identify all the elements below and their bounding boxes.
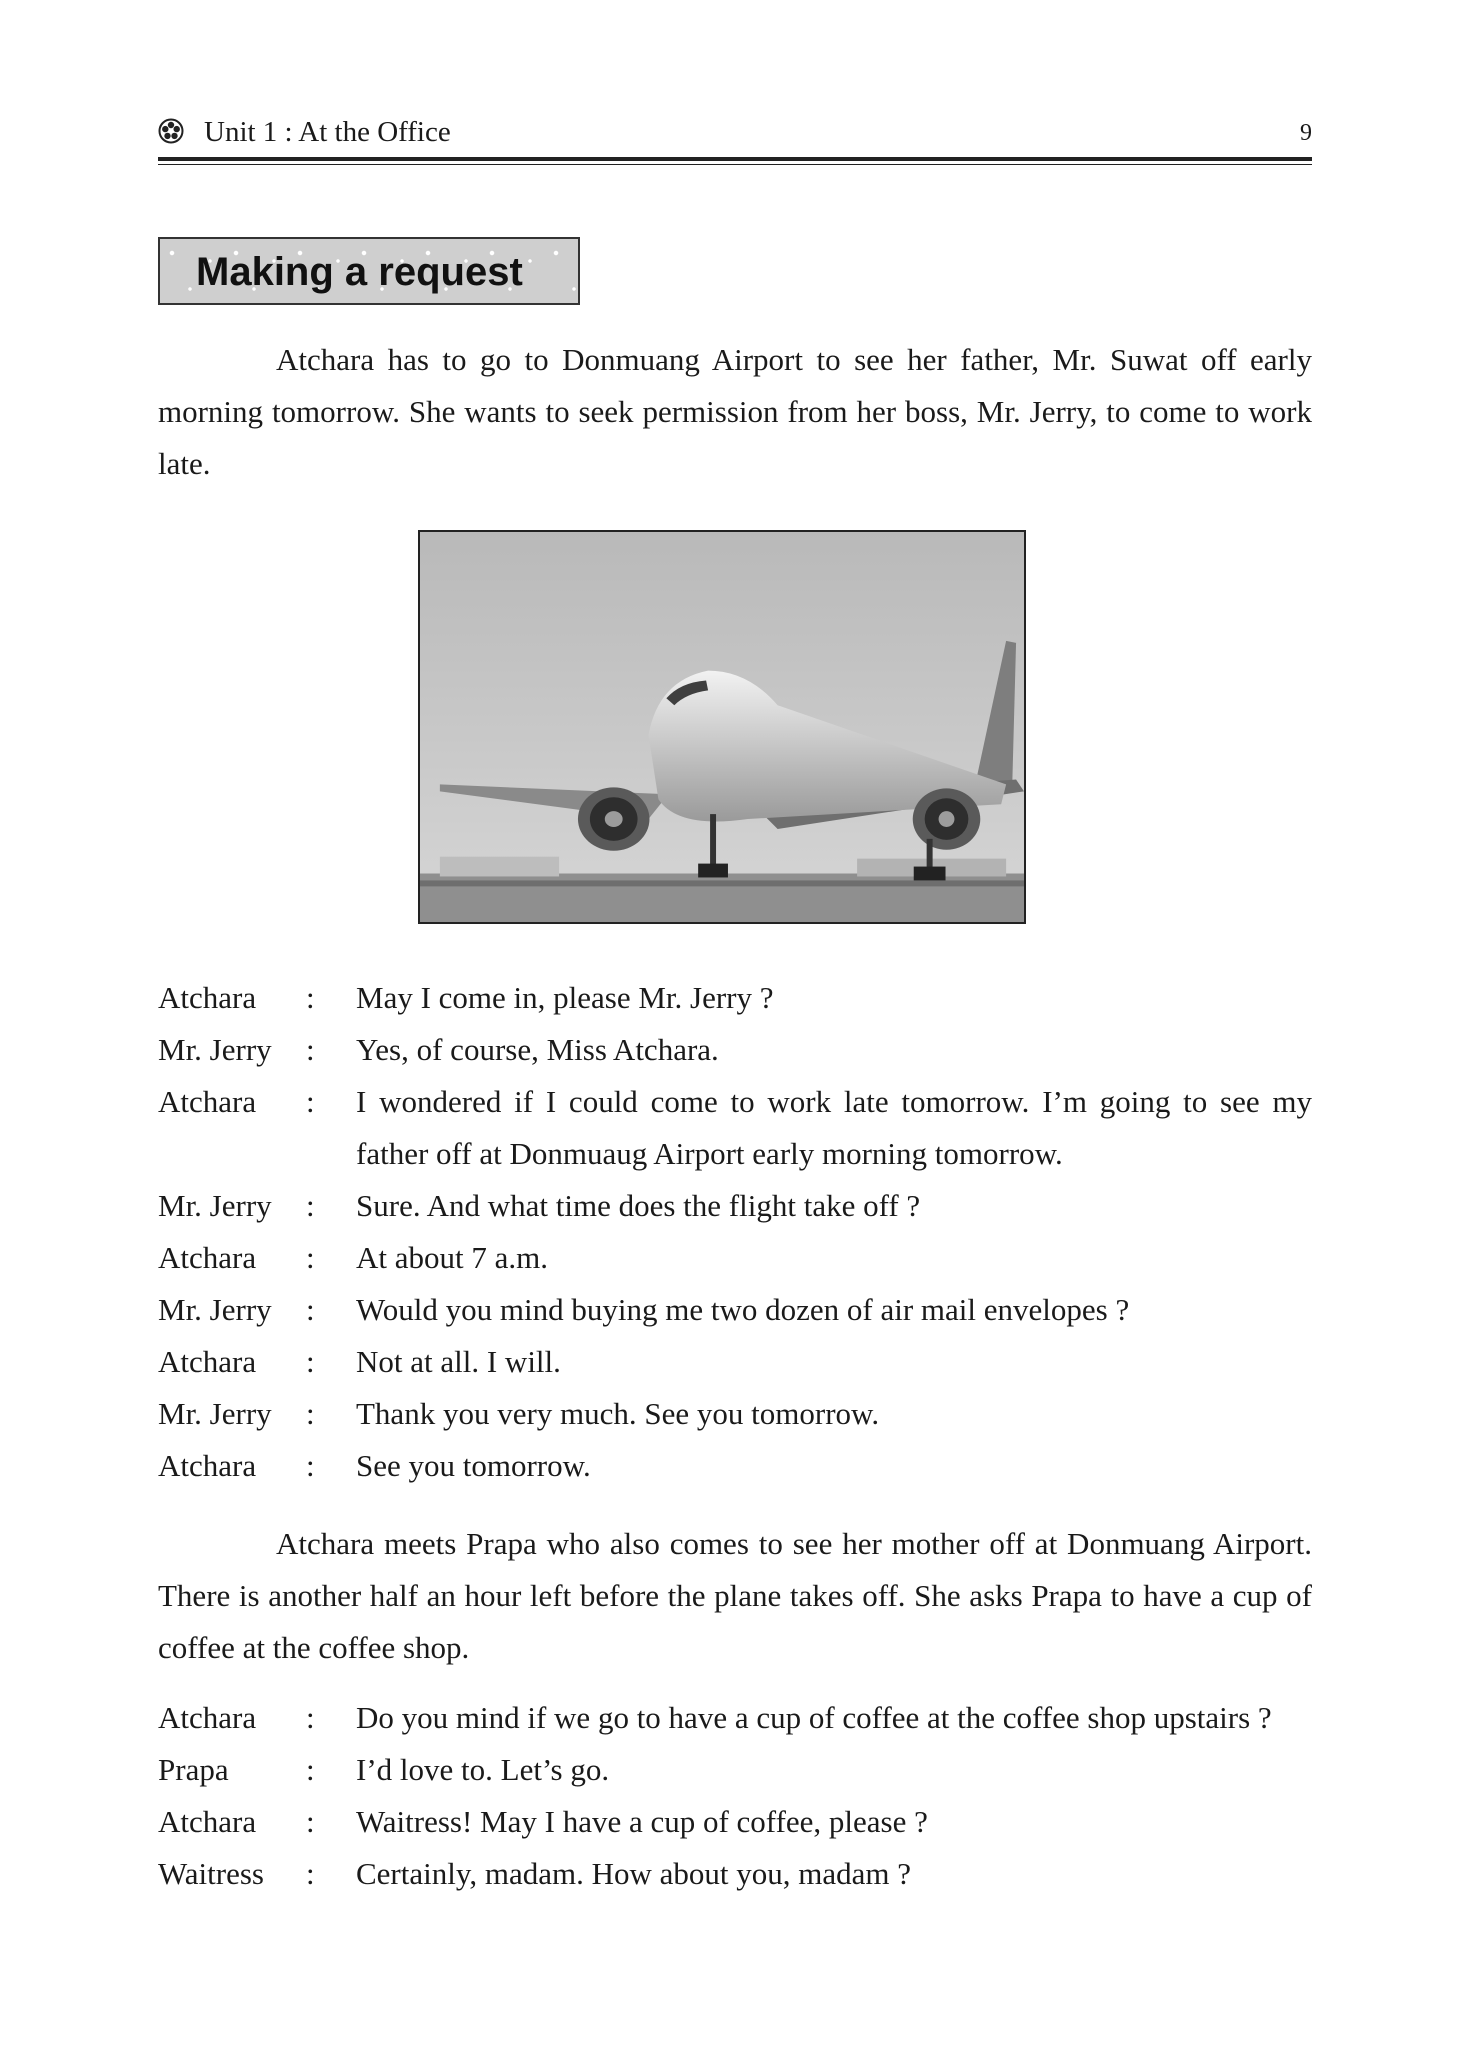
speech-text: I wondered if I could come to work late tomorrow. I’m going to see my father off at Donmuaug Airport early morning tomorrow. bbox=[356, 1084, 1312, 1171]
speech-text: Thank you very much. See you tomorrow. bbox=[356, 1396, 880, 1431]
section-title-box bbox=[158, 237, 580, 305]
speaker-colon: : bbox=[306, 980, 315, 1015]
speech-text: Certainly, madam. How about you, madam ? bbox=[356, 1856, 911, 1891]
speaker-name: Mr. Jerry bbox=[158, 1032, 272, 1067]
speaker-name: Mr. Jerry bbox=[158, 1292, 272, 1327]
speech-text: See you tomorrow. bbox=[356, 1448, 591, 1483]
dialogue-office bbox=[158, 972, 1312, 1492]
airplane-illustration bbox=[420, 532, 1024, 922]
airplane-photo bbox=[418, 530, 1026, 924]
page-number: 9 bbox=[1300, 120, 1312, 146]
flower-bullet-icon bbox=[158, 118, 184, 144]
page-header bbox=[158, 116, 1312, 148]
speaker-colon: : bbox=[306, 1804, 315, 1839]
airport-paragraph-text: Atchara meets Prapa who also comes to see her mother off at Donmuang Airport. There is another half an hour left before the plane takes off. She asks Prapa to have a cup of coffee at the coffee shop. bbox=[158, 1526, 1312, 1665]
speaker-name: Mr. Jerry bbox=[158, 1188, 272, 1223]
dialogue-line bbox=[158, 1076, 1312, 1180]
speaker-colon: : bbox=[306, 1292, 315, 1327]
dialogue-line bbox=[158, 972, 1312, 1024]
speaker-colon: : bbox=[306, 1240, 315, 1275]
speaker-colon: : bbox=[306, 1752, 315, 1787]
dialogue-line bbox=[158, 1692, 1312, 1744]
speech-text: At about 7 a.m. bbox=[356, 1240, 548, 1275]
dialogue-line bbox=[158, 1024, 1312, 1076]
speaker-colon: : bbox=[306, 1856, 315, 1891]
speech-text: Sure. And what time does the flight take off ? bbox=[356, 1188, 921, 1223]
airport-paragraph bbox=[158, 1518, 1312, 1674]
speech-text: Would you mind buying me two dozen of air mail envelopes ? bbox=[356, 1292, 1130, 1327]
speaker-name: Atchara bbox=[158, 1700, 257, 1735]
dialogue-line bbox=[158, 1796, 1312, 1848]
dialogue-line bbox=[158, 1180, 1312, 1232]
speaker-name: Atchara bbox=[158, 1344, 257, 1379]
intro-paragraph bbox=[158, 334, 1312, 490]
speech-text: I’d love to. Let’s go. bbox=[356, 1752, 610, 1787]
speaker-name: Atchara bbox=[158, 1240, 257, 1275]
speaker-name: Waitress bbox=[158, 1856, 264, 1891]
speaker-colon: : bbox=[306, 1344, 315, 1379]
speaker-colon: : bbox=[306, 1188, 315, 1223]
speaker-colon: : bbox=[306, 1396, 315, 1431]
speaker-colon: : bbox=[306, 1448, 315, 1483]
dialogue-coffee-shop bbox=[158, 1692, 1312, 1900]
speaker-name: Atchara bbox=[158, 980, 257, 1015]
dialogue-line bbox=[158, 1232, 1312, 1284]
speaker-colon: : bbox=[306, 1032, 315, 1067]
dialogue-line bbox=[158, 1284, 1312, 1336]
speech-text: May I come in, please Mr. Jerry ? bbox=[356, 980, 774, 1015]
speaker-name: Atchara bbox=[158, 1804, 257, 1839]
unit-title: Unit 1 : At the Office bbox=[204, 116, 451, 148]
dialogue-line bbox=[158, 1336, 1312, 1388]
speaker-name: Prapa bbox=[158, 1752, 229, 1787]
speech-text: Waitress! May I have a cup of coffee, please ? bbox=[356, 1804, 928, 1839]
dialogue-line bbox=[158, 1744, 1312, 1796]
speech-text: Yes, of course, Miss Atchara. bbox=[356, 1032, 719, 1067]
speaker-name: Mr. Jerry bbox=[158, 1396, 272, 1431]
dialogue-line bbox=[158, 1848, 1312, 1900]
speaker-colon: : bbox=[306, 1084, 315, 1119]
intro-text: Atchara has to go to Donmuang Airport to see her father, Mr. Suwat off early morning tomorrow. She wants to seek permission from her boss, Mr. Jerry, to come to work late. bbox=[158, 342, 1312, 481]
speaker-colon: : bbox=[306, 1700, 315, 1735]
section-title: Making a request bbox=[196, 250, 523, 294]
dialogue-line bbox=[158, 1388, 1312, 1440]
dialogue-line bbox=[158, 1440, 1312, 1492]
speech-text: Not at all. I will. bbox=[356, 1344, 561, 1379]
header-rule-thin bbox=[158, 164, 1312, 165]
speaker-name: Atchara bbox=[158, 1448, 257, 1483]
speech-text: Do you mind if we go to have a cup of coffee at the coffee shop upstairs ? bbox=[356, 1700, 1272, 1735]
header-rule-thick bbox=[158, 157, 1312, 161]
speaker-name: Atchara bbox=[158, 1084, 257, 1119]
